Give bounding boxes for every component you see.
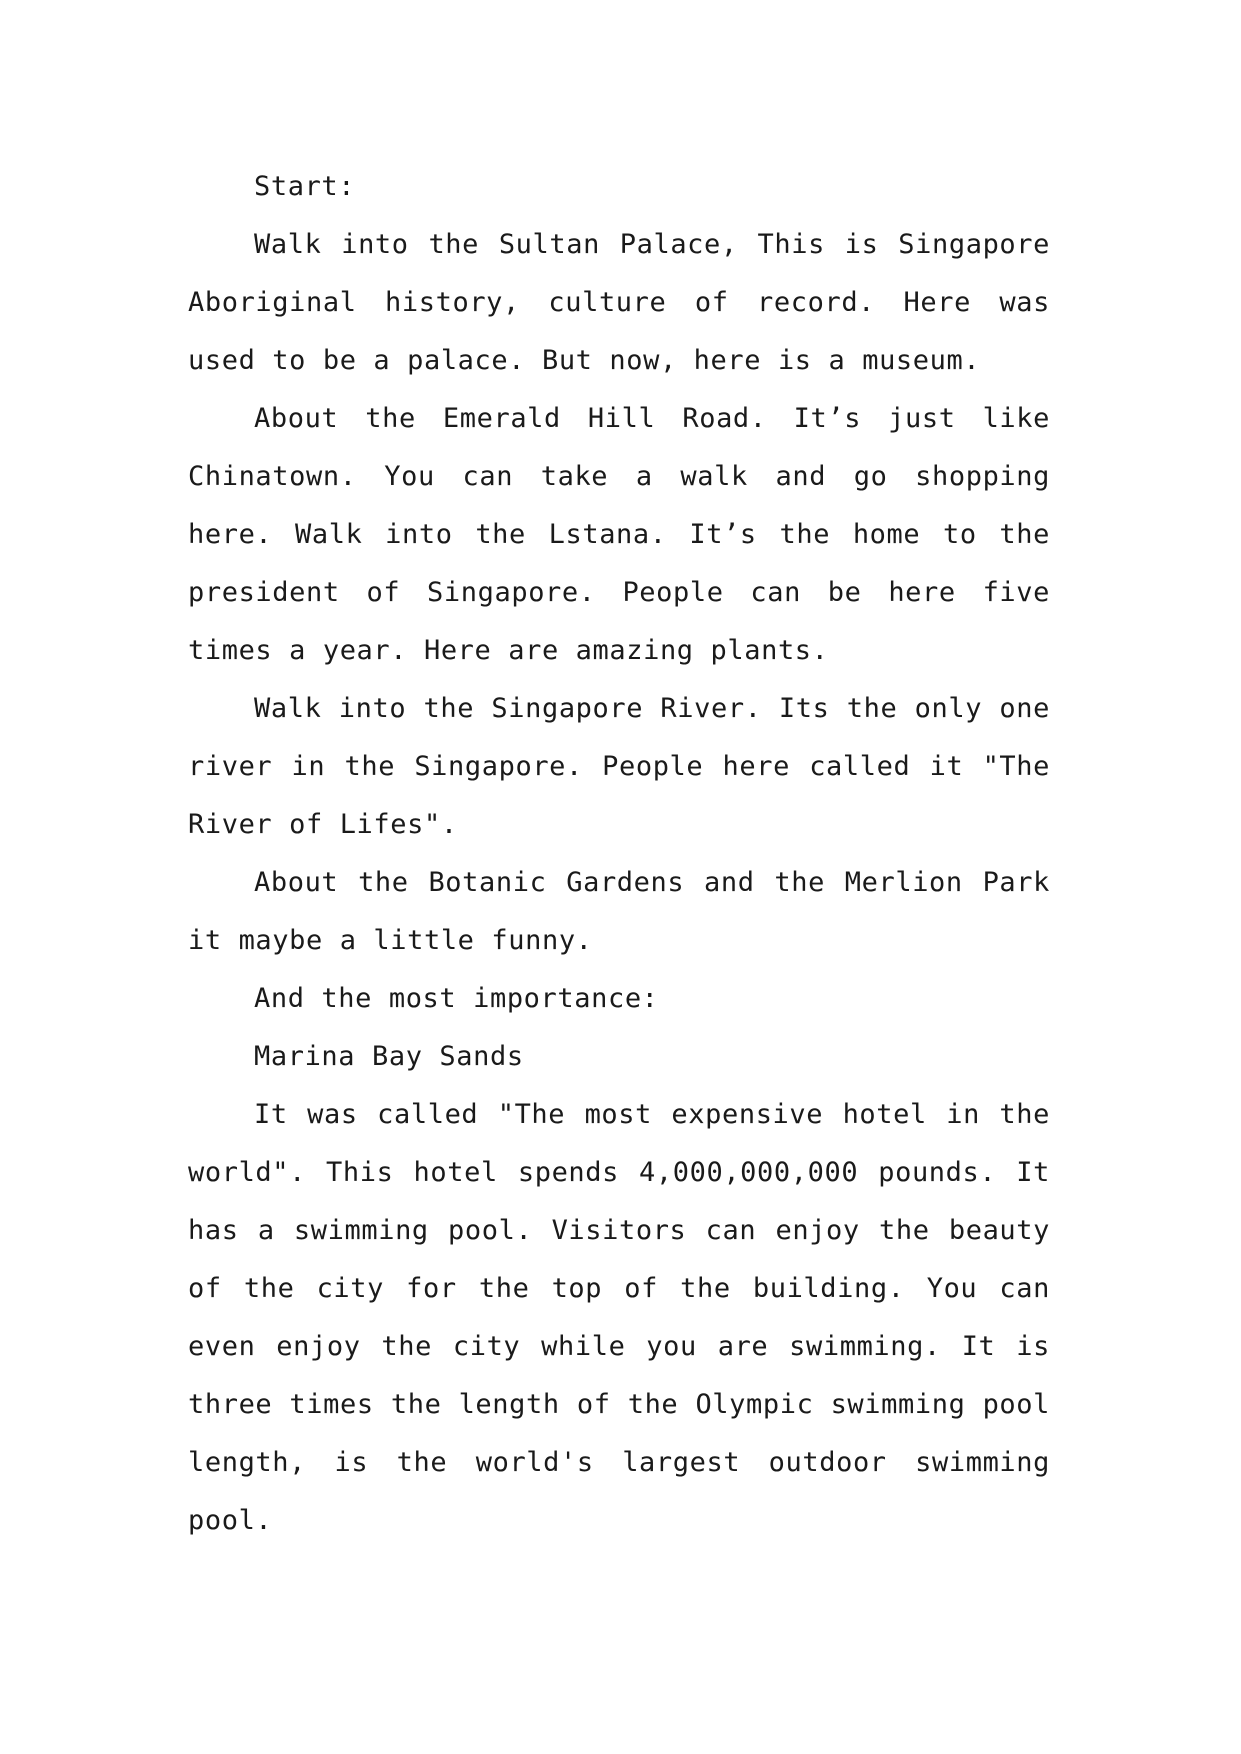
paragraph-marina-bay-sands-heading: Marina Bay Sands xyxy=(254,1041,524,1072)
paragraph-sultan-palace: Walk into the Sultan Palace, This is Singapore Aboriginal history, culture of record. Here was used to be a palace. But now, here is a museum. xyxy=(188,229,1050,376)
paragraph-botanic-gardens: About the Botanic Gardens and the Merlion Park it maybe a little funny. xyxy=(188,867,1050,956)
paragraph-most-importance: And the most importance: xyxy=(254,983,659,1014)
document-body xyxy=(188,158,1050,1550)
paragraph-marina-bay-sands: It was called "The most expensive hotel in the world". This hotel spends 4,000,000,000 pounds. It has a swimming pool. Visitors can enjoy the beauty of the city for the top of the building. You can even enjoy the city while you are swimming. It is three times the length of the Olympic swimming pool length, is the world's largest outdoor swimming pool. xyxy=(188,1099,1050,1536)
paragraph-emerald-hill-road: About the Emerald Hill Road. It’s just like Chinatown. You can take a walk and go shopping here. Walk into the Lstana. It’s the home to the president of Singapore. People can be here five times a year. Here are amazing plants. xyxy=(188,403,1050,666)
paragraph-start: Start: xyxy=(254,171,356,202)
paragraph-singapore-river: Walk into the Singapore River. Its the only one river in the Singapore. People here called it "The River of Lifes". xyxy=(188,693,1050,840)
